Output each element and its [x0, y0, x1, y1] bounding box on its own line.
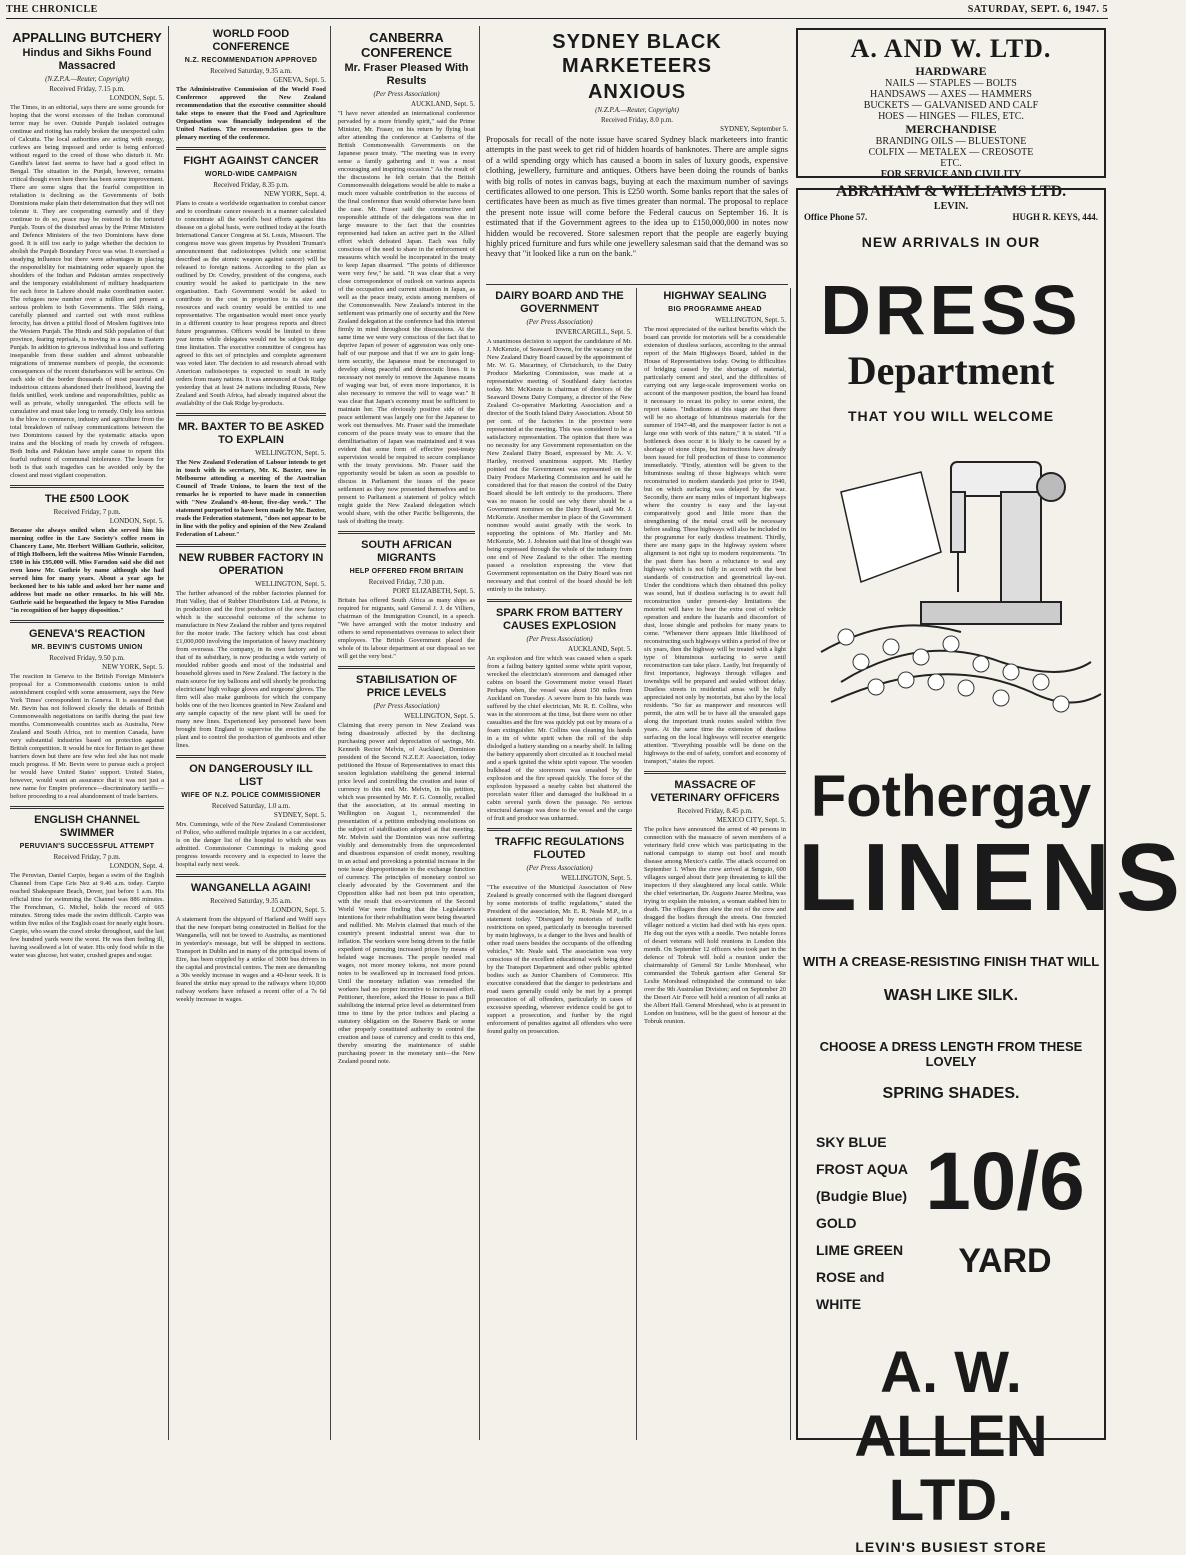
- divider: [176, 755, 326, 758]
- divider: [338, 666, 475, 669]
- headline: GENEVA'S REACTION: [28, 628, 146, 640]
- divider: [487, 828, 632, 831]
- dateline: GENEVA, Sept. 5.: [273, 76, 326, 84]
- ad-line: HOES — HINGES — FILES, ETC.: [878, 111, 1024, 122]
- article-body: The reaction in Geneva to the British Foreign Minister's proposal for a Commonwealth customs union is mild astonishment coupled with some amusement, says the New York Times' correspondent in Geneva. It is assumed that Mr. Bevin has not followed closely the details of British Commonwealth negotiations on tariffs during the past few months. Commonwealth countries such as Australia, New Zealand and South Africa, not to mention Canada, have very substantial industries based on protection against British competition. It would be nice for Britain to get these barriers down but there are few who feel she has not made much progress. If Mr. Bevin were to pursue such a project he would have United States' support. United States, however, would want an assurance that it was not just a new name for Empire preference—discriminatory tariffs—before proceeding to a real abandonment of trade barriers.: [10, 673, 164, 800]
- ad-store-tagline: LEVIN'S BUSIEST STORE: [855, 1539, 1047, 1555]
- sewing-machine-illustration: [801, 432, 1101, 732]
- masthead-date: SATURDAY, SEPT. 6, 1947. 5: [967, 4, 1108, 15]
- colour-item: LIME GREEN: [816, 1242, 904, 1258]
- received: Received Friday, 9.50 p.m.: [49, 654, 125, 662]
- received: Received Friday, 7.15 p.m.: [49, 85, 125, 93]
- article-body: An explosion and fire which was caused when a spark from a failing battery ignited some white spirit vapour, wrecked the electrician's storeroom and damaged other cabins on board the Government motor vessel Hauri Perhaps when, the vessel was about 150 miles from Auckland on Tuesday. A severe burn to his hands was suffered by the chief electrician, Mr. R. E. Collins, who was in the storeroom at the time, but there were no other casualties and the fire was quickly put out by means of a foam extinguisher. Mr. Collins was cleaning his hands in a tin of white spirit when the roll of the ship dislodged a battery standing on a nearby shelf. In falling the battery apparently short circuited as it touched metal and a spark ignited the white spirit vapour. The wooden bulkhead of the storeroom was smashed by the explosion and the fire spread quickly. The force of the explosion bypassed a nearby cabin but shattered the porcelain water filter and damaged the bulkhead in a cabin several yards down the passage. No serious structural damage was done to the vessel and the cargo of fruit and produce was unharmed.: [487, 655, 632, 822]
- masthead: [6, 4, 1108, 19]
- subheadline: HELP OFFERED FROM BRITAIN: [349, 568, 464, 575]
- article-dairy-board: [487, 290, 632, 594]
- subheadline: WORLD-WIDE CAMPAIGN: [204, 171, 298, 178]
- masthead-left: THE CHRONICLE: [6, 4, 98, 15]
- ad-tagline: FOR SERVICE AND CIVILITY: [880, 169, 1022, 180]
- subheadline: N.Z. RECOMMENDATION APPROVED: [184, 57, 318, 64]
- credit: (Per Press Association): [526, 635, 593, 643]
- article-price-levels: [338, 674, 475, 1066]
- article-world-food: [176, 28, 326, 142]
- headline: FIGHT AGAINST CANCER: [183, 155, 319, 167]
- ad-line: ETC.: [940, 158, 962, 169]
- ad-line: BRANDING OILS — BLUESTONE: [875, 136, 1027, 147]
- article-traffic-regulations: [487, 836, 632, 1036]
- article-body: A unanimous decision to support the candidature of Mr. J. McKenzie, of Seaward Downs, for the vacancy on the New Zealand Dairy Board caused by the appointment of Mr. W. G. Macartney, of Christchurch, to the Dairy Produce Marketing Commission, was made at a representative meeting of Southland dairy factories today. Mr. McKenzie is chairman of directors of the Seaward Downs Dairy Company, a director of the New Zealand Co-operative Marketing Association and a director of the South Island Dairy Association. About 50 per cent. of the factories in the province were represented at the meeting. This was considered to be a satisfactory representation. The opinion that there was no necessity for any Government representation on the New Zealand Dairy Board, expressed by Mr. A. V. Hartley, received unanimous support. Mr. Hartley pointed out the Government was represented on the Dairy Produce Marketing Commission and he said he considered that for that reason the control of the Dairy Board should be left entirely to the producers. There was no reason he could see why there should be a Government nominee on the Dairy Board, said Mr. J. McKenzie. Another member in place of the Government nominee would assist greatly with the work. In supporting the opinions of Mr. Hartley and Mr. McKenzie, Mr. J. Johnston said that line of thought was being expressed through the whole of the industry from one end of New Zealand to the other. The meeting passed a resolution expressing the view that Government representation on the Dairy Board was not necessary and that control of the board should be left entirely to the industry.: [487, 338, 632, 593]
- ad-title: A. AND W. LTD.: [850, 34, 1052, 63]
- headline: MASSACRE OF VETERINARY OFFICERS: [650, 779, 780, 804]
- ad-price: 10/6: [925, 1136, 1085, 1227]
- headline-line-2: ANXIOUS: [587, 81, 687, 103]
- ad-finish: WITH A CREASE-RESISTING FINISH THAT WILL: [802, 954, 1100, 969]
- subheadline: Hindus and Sikhs Found Massacred: [22, 47, 152, 72]
- dateline: PORT ELIZABETH, Sept. 5.: [392, 587, 475, 595]
- ad-department: Department: [847, 348, 1055, 393]
- credit: (Per Press Association): [373, 702, 440, 710]
- subheadline: Mr. Fraser Pleased With Results: [344, 62, 469, 87]
- advertisement-column: [794, 26, 1186, 1555]
- headline: APPALLING BUTCHERY: [12, 30, 162, 45]
- divider: [10, 620, 164, 623]
- ad-manager: HUGH R. KEYS, 444.: [1012, 212, 1098, 222]
- ad-line: HANDSAWS — AXES — HAMMERS: [870, 89, 1032, 100]
- column-4: [483, 288, 637, 1440]
- colour-item: WHITE: [816, 1296, 862, 1312]
- ad-spring: SPRING SHADES.: [882, 1085, 1020, 1102]
- ad-company: ABRAHAM & WILLIAMS LTD.: [835, 183, 1067, 200]
- dateline: WELLINGTON, Sept. 5.: [255, 580, 326, 588]
- subheadline: WIFE OF N.Z. POLICE COMMISSIONER: [181, 792, 321, 799]
- ad-line: BUCKETS — GALVANISED AND CALF: [863, 100, 1039, 111]
- article-appalling-butchery: [10, 30, 164, 480]
- ad-new-arrivals: NEW ARRIVALS IN OUR: [861, 234, 1041, 250]
- dateline: NEW YORK, Sept. 5.: [102, 663, 164, 671]
- headline: SOUTH AFRICAN MIGRANTS: [361, 539, 452, 564]
- column-2: [172, 26, 331, 1440]
- dateline: SYDNEY, Sept. 5.: [273, 811, 326, 819]
- dateline: LONDON, Sept. 5.: [109, 517, 164, 525]
- ad-subtitle-hardware: HARDWARE: [915, 64, 987, 78]
- received: Received Saturday, 9.35 a.m.: [210, 897, 292, 905]
- colour-item: (Budgie Blue): [816, 1188, 907, 1204]
- column-1: [6, 26, 169, 1440]
- ad-wash: WASH LIKE SILK.: [883, 987, 1019, 1004]
- dateline: WELLINGTON, Sept. 5.: [715, 316, 786, 324]
- received: Received Friday, 7.30 p.m.: [368, 578, 445, 586]
- ad-fothergay: Fothergay: [810, 764, 1092, 829]
- article-sydney-black-marketeers: [486, 26, 788, 285]
- received: Received Friday, 7 p.m.: [53, 508, 121, 516]
- article-body: The Times, in an editorial, says there are some grounds for hoping that the worst excesses of the Indian communal terror may be over. Outside Punjab isolated outrages continue and rioting has rudely broken the unexpected calm of Calcutta. The local authorities are acting with energy, curfews are being imposed and order is being enforced without regard to the creed of those who disturb it. Mr. Gandhi's latest fast seems to have had a good effect in Bengal. The situation in the Punjab, however, remains critical though even here there has been some improvement. There are some signs that the fearful competition in retaliation is declining as the Governments of both Dominions make plain their determination that they will not tolerate it. They are cooperating earnestly and if they continue to do so, peace may be restored to the tortured Punjab. Tours of the disturbed areas by the Prime Ministers and Defence Ministers of the two Dominions have done good. It is still too early to judge whether the decision to abolish the Punjab Boundary Force was wise. It exercised a steadying influence but there were advantages in placing the responsibility for maintaining order squarely upon the shoulders of the Indian and Pakistan armies respectively and the temporary establishment of military headquarters for each force in Lahore should make coordination easier. The refugees now number over a million and present a serious problem to both Governments. The Sikh rising, carefully planned and carried out with most ruthless ferocity, has driven a pitiful flood of Moslem fugitives into the Western Punjab. The Hindu and Sikh population of that province, fearing reprisals, is moving in a mass to Eastern Punjab. In addition to grievous individual loss and suffering inseparable from these sudden and almost unbearable migrations of immense numbers of people, the economic consequences of the recent disturbances will be serious. On each side of the border thousands of most peaceful and industrious citizens abandoned their livelihood, leaving the fields untilled, work undone and responsibilities, public as well as private, wholly unregarded. The effects will be cumulative and must take long to remedy. Only less serious is the blow to commerce, industry and agriculture from the total breakdown of railway communications between the two Dominions caused by the systematic attacks upon trains and the blocking of roads by crowds of refugees. Both India and Pakistan have ample cause to repent this fearful outburst of communal intolerance. The lesson for both is that such tragedies can be avoided only by the closest and most vigilant cooperation.: [10, 104, 164, 479]
- article-500-look: [10, 493, 164, 615]
- article-spark-explosion: [487, 607, 632, 823]
- article-body: The most appreciated of the earliest benefits which the board can provide for motorists will be a considerable extension of dustless surfaces, according to the annual report of the Main Highways Board, tabled in the House of Representatives today. Owing to difficulties of bridging caused by the shortage of material, particularly cement and steel, and the difficulties of carrying out any large-scale improvement works on account of the manpower position, the board has found it necessary to recast its policy to some extent, the report states. "Indications at this stage are that there will be no shortage of bituminous materials for the summer of 1947-48, and the manpower factor is not a large one with work of this nature," it is stated. "If a bottleneck does occur it is likely to be caused by a shortage of stone chips, but instructions have already been issued for full production of these to commence immediately. "Firstly, attention will be given to the bituminous sealing of those highways which were reconstructed to modern standards just prior to 1940, but on which surfacing was delayed by the war. Secondly, there are many miles of important highways where the country is easy and the lay-out comparatively good and little more than the strengthening of the metal crust will be necessary before sealing. These highways will also be included in the programme for early dustless treatment. Thirdly, there are many gaps in the highway system where alignment is not right up to modern requirements. "In the past there has been a reluctance to seal any highway which is not fully in accord with the best standards of construction and geometrical lay-out. Under the conditions which then obtained this policy was sound, but if dustless surfacing is to await full reconstruction under present-day limitations the motorist will have to bear the extra cost of vehicle operation and endure the hazards and discomfort of dust, loose shingle and potholes for many years to come. "Whenever there appears little likelihood of reconstructing such highways within a period of five or six years, then the highway will be treated with a light type of bituminous surfacing to serve until reconstruction can take place. Lastly, but frequently of first importance, highways through villages and townships will be prepared and sealed without delay. Dustless streets in residential areas will be fully appreciated not only by motorists, but also by the local residents. "So far as manpower and resources will permit, the aim will be to have all the unsealed gaps along the important trunk routes sealed within five years. At the same time the extension of dustless surfacing on the local highways will receive energetic attention. "Everything possible will be done on the highways to the end of safety, comfort and economy of transport," states the report.: [644, 326, 786, 765]
- dateline: AUCKLAND, Sept. 5.: [411, 100, 475, 108]
- ad-phone: Office Phone 57.: [804, 212, 868, 222]
- column-3: [334, 26, 480, 1440]
- dateline: LONDON, Sept. 5.: [271, 906, 326, 914]
- dateline: LONDON, Sept. 4.: [109, 862, 164, 870]
- headline: TRAFFIC REGULATIONS FLOUTED: [494, 836, 625, 861]
- headline: DAIRY BOARD AND THE GOVERNMENT: [495, 290, 624, 315]
- ad-linens: LINENS: [798, 824, 1186, 931]
- headline: STABILISATION OF PRICE LEVELS: [355, 674, 458, 699]
- ad-yard: YARD: [958, 1242, 1052, 1280]
- article-body: Plans to create a worldwide organisation to combat cancer and to coordinate cancer research in a manner calculated to concentrate all the world's best efforts against this disease on a global basis, were outlined today at the fourth International Cancer Congress at St. Louis, Missouri. The congress move was given impetus by President Truman's announcement that radioisotopes (which one scientist described as the atomic weapon against cancer) will be released to foreign nations. According to the plan as outlined by Dr. Cowdry, president of the congress, each country would be asked to participate in the new organisation. Each Government would be asked to contribute to the cost in proportion to its size and resources and each country would be entitled to one representative. The organisation would meet once yearly in a different country to hear progress reports and direct future programmes. Officers would be limited to three year terms while delegates would not be subject to any time limitation. The executive committee of congress has agreed to this set of principles and complete agreement was voted later. The decision to aid research abroad with American radioisotopes is expected to result in early orders from many nations. It was announced at Oak Ridge yesterday that at least 24 nations including Russia, New Zealand and South Africa, had already inquired about the availability of the Oak Ridge by-products.: [176, 200, 326, 407]
- article-sa-migrants: [338, 539, 475, 661]
- article-body: Mrs. Cummings, wife of the New Zealand Commissioner of Police, who suffered multiple injuries in a car accident, is on the danger list of the hospital to which she was admitted. Commissioner Cummings is making good progress towards recovery and is expected to leave the hospital early next week.: [176, 821, 326, 868]
- article-dangerously-ill: [176, 763, 326, 869]
- headline: CANBERRA CONFERENCE: [360, 30, 452, 60]
- headline: SPARK FROM BATTERY CAUSES EXPLOSION: [496, 607, 623, 632]
- credit: (N.Z.P.A.—Reuter, Copyright): [595, 106, 679, 114]
- headline: WORLD FOOD CONFERENCE: [212, 28, 290, 53]
- credit: (N.Z.P.A.—Reuter, Copyright): [45, 75, 129, 83]
- dateline: WELLINGTON, Sept. 5.: [404, 712, 475, 720]
- ad-line: NAILS — STAPLES — BOLTS: [885, 78, 1017, 89]
- divider: [176, 544, 326, 547]
- subheadline: PERUVIAN'S SUCCESSFUL ATTEMPT: [19, 843, 155, 850]
- article-body: The New Zealand Federation of Labour intends to get in touch with its secretary, Mr. K. Baxter, now in Melbourne attending a meeting of the Australian Council of Trade Unions, to learn the text of the remarks he is reported to have made in connection with "New Zealand's 40-hour, five-day week." The statement purported to have been made by Mr. Baxter, reads the Federation statement, "does not appear to be in line with the policy and opinion of the New Zealand Federation of Labour.": [176, 459, 326, 538]
- dateline: AUCKLAND, Sept. 5.: [568, 645, 632, 653]
- article-body: Britain has offered South Africa as many ships as required for migrants, said General J. J. de Villiers, chairman of the Immigration Council, in a speech. "We have arranged with the motor industry and others to send representatives overseas to select their employees. The British Government placed the whole of its labour department at our disposal so we will get the very best.": [338, 597, 475, 660]
- colour-item: GOLD: [816, 1215, 857, 1231]
- dateline: MEXICO CITY, Sept. 5.: [716, 816, 786, 824]
- article-wanganella: [176, 882, 326, 1004]
- article-veterinary-massacre: [644, 779, 786, 1026]
- received: Received Friday, 8.45 p.m.: [677, 807, 753, 815]
- article-body: The further advanced of the rubber factories planned for Hutt Valley, that of Rubber Distributors Ltd. at Petone, is in production and the first production of the new factory which is the successful outcome of the scheme to manufacture in New Zealand the rubber and tyres required for the motor trade. The factory which has cost about £1,000,000 involving the importation of heavy machinery from overseas. The company, in its own factory and in that of its subsidiary, is now producing a wide variety of moulded rubber goods and most of the industrial and household gloves used in New Zealand. The factory is the main source for toy balloons and will shortly be producing electricians' high voltage gloves and surgeons' gloves. The firm will also make gumboots for which the company holds one of the two licences granted in New Zealand and any sample capacity of the new plant will be used for many new lines. Experienced key personnel have been brought from England to supervise the erection of the plant and to control the production of gumboots and other lines.: [176, 590, 326, 749]
- headline: THE £500 LOOK: [44, 493, 130, 505]
- ad-welcome: THAT YOU WILL WELCOME: [847, 408, 1055, 424]
- article-body: The Administrative Commission of the World Food Conference approved the New Zealand recommendation that the executive committee should take steps to ensure that the Food and Agriculture Organisation was financially independent of the United Nations. The recommendation goes to the plenary meeting of the conference.: [176, 86, 326, 141]
- colour-item: SKY BLUE: [816, 1134, 887, 1150]
- dateline: WELLINGTON, Sept. 5.: [255, 449, 326, 457]
- received: Received Friday, 7 p.m.: [53, 853, 121, 861]
- divider: [176, 147, 326, 150]
- ad-dress: DRESS: [820, 271, 1082, 349]
- headline: HIGHWAY SEALING: [663, 290, 767, 302]
- article-rubber-factory: [176, 552, 326, 750]
- article-cancer: [176, 155, 326, 408]
- received: Received Friday, 8.35 p.m.: [213, 181, 289, 189]
- divider: [10, 485, 164, 488]
- article-body: Proposals for recall of the note issue have scared Sydney black marketeers into frantic attempts in the past week to get rid of hidden hoards of banknotes. There are ample signs of a wild spending orgy which has caused a boom in sales of luxury goods, expensive clothing, jewellery, furniture and antiques. Others have been doing the rounds of banks with big rolls of notes in canvas bags, buying at each the maximum number of savings certificates allowed to one person. This is £250 worth. Some banks report that the sales of certificates have been as much as five times greater than normal. The proposal to replace the present note issue will come before the Federal caucus on September 16. It is estimated that if the Government agrees to the idea up to £150,000,000 in notes now hidden would be recovered. Store salesmen report that the people are eagerly buying highly priced furniture and furs while one jewellery salesman said that the demand was so heavy that "it looked like a run on the bank.": [486, 135, 788, 259]
- dateline: SYDNEY, September 5.: [720, 125, 788, 133]
- article-highway-sealing: [644, 290, 786, 766]
- hardware-advertisement: [796, 28, 1106, 222]
- dateline: WELLINGTON, Sept. 5.: [561, 874, 632, 882]
- received: Received Saturday, 1.0 a.m.: [211, 802, 291, 810]
- ad-choose: CHOOSE A DRESS LENGTH FROM THESE LOVELY: [819, 1039, 1083, 1069]
- article-canberra: [338, 30, 475, 526]
- credit: (Per Press Association): [526, 864, 593, 872]
- headline: MR. BAXTER TO BE ASKED TO EXPLAIN: [177, 421, 325, 446]
- article-body: The Peruvian, Daniel Carpio, began a swim of the English Channel from Cape Gris Nez at 9.46 a.m. today. Carpio reached Shakespeare Beach, Dover, just before 1 a.m. His official time for swimming the Channel was 886 minutes. The Frenchman, G. Michel, holds the record of 665 minutes. Strong tides made the swim difficult. Carpio was within five miles of the English coast for nearly eight hours. Carpio, who swam the crawl stroke throughout, said the last few hundred yards were the worst. He was then feeling ill, having swallowed a lot of water. His only food while in the water was glucose, hot water, crushed grapes and sugar.: [10, 872, 164, 959]
- subheadline: MR. BEVIN'S CUSTOMS UNION: [31, 644, 143, 651]
- ad-shades-block: [798, 1129, 1104, 1329]
- headline: ON DANGEROUSLY ILL LIST: [189, 763, 313, 788]
- headline: WANGANELLA AGAIN!: [190, 882, 312, 894]
- article-body: Because she always smiled when she served him his morning coffee in the Law Society's coffee room in Chancery Lane, Mr. Herbert William Guthrie, solicitor, of High Holborn, left the waitress Miss Winnie Farndon, £500 in his £95,000 will. Miss Farndon said she did not even know Mr. Guthrie by name although she had served him for many years. About a year ago he beckoned her to his table and asked her her name and address but made no other remarks. In his will Mr. Guthrie said he bequeathed the legacy to Miss Farndon "in recognition of her happy disposition.": [10, 527, 164, 614]
- article-body: Claiming that every person in New Zealand was being disastrously affected by the declining purchasing power and depreciation of savings, Mr. Kenneth Rector Melvin, of Auckland, Dominion president of the Second N.Z.E.F. Association, today petitioned the House of Representatives to enact this session legislation stabilising the general internal price level and controlling the creation and issue of currency to this end. Mr. Melvin, in his petition, which was presented by Mr. F. G. Connolly, recalled that the association, at its annual meeting in Wellington on August 1, recommended the presentation of a petition embodying resolutions on the subject of stabilisation adopted at that meeting. Mr. Melvin said the Dominion was now suffering visibly and demonstrably from the unprecedented and disastrous expansion of credit money, resulting in an actual and provoking a potential increase in the note issue disproportionate to the exchange function of currency. The principles of monetary control so clearly advocated by the Government and the Opposition alike had not been put into operation, with the result that ex-servicemen of the Second World War were finding that the Legislature's intentions for their rehabilitation were being thwarted and nullified. Mr. Melvin claimed that much of the country's present industrial unrest was due to inflation. The workers were being driven to the futile expedient of pursuing increased prices by means of belated wage increases. The people needed real wages, not more money tokens, not more pound notes to be swallowed up in increased food prices. Until the monetary inflation was remedied the workers had no proper incentive to increased effort. Petitioner, therefore, asked the House to pass a Bill stabilising the internal price level as determined from time to time by the price indices and placing a statutory obligation on the Reserve Bank or some other properly constituted authority to control the creation and issue of currency and credit to this end, thereby ensuring the maintenance of stable purchasing power in the monetary unit—the New Zealand pound note.: [338, 722, 475, 1065]
- divider: [487, 599, 632, 602]
- divider: [176, 874, 326, 877]
- ad-colour-list: [816, 1129, 908, 1318]
- divider: [644, 771, 786, 774]
- subheadline: BIG PROGRAMME AHEAD: [668, 306, 762, 313]
- headline: NEW RUBBER FACTORY IN OPERATION: [178, 552, 324, 577]
- divider: [338, 531, 475, 534]
- article-body: A statement from the shipyard of Harland and Wolff says that the new forepart being constructed in Belfast for the Wanganella, will not be towed to Australia, as mentioned in yesterday's message, but will be shipped in sections. Transport in Dublin and in many of the principal towns of Eire, has been crippled by a strike of 3000 bus drivers in the capital and provincial centres. The men are demanding a 30s weekly increase in wages and a 40-hour week. It is feared the strike may spread to the railways where 10,000 railway workers have refused a recent offer of a 7s 6d weekly increase in wages.: [176, 916, 326, 1003]
- article-geneva-reaction: [10, 628, 164, 801]
- colour-item: ROSE and: [816, 1269, 885, 1285]
- received: Received Saturday, 9.35 a.m.: [210, 67, 292, 75]
- article-baxter: [176, 421, 326, 539]
- article-body: The police have announced the arrest of 40 persons in connection with the massacre of seven members of a veterinary field crew which was participating in the national campaign to stamp out hoof and mouth disease among Mexico's cattle. The attack occurred on September 1. When the crew arrived at Senguio, 600 villagers surged about their jeep threatening to kill the inspectors if they slaughtered any local cattle. While the chief veterinarian, Dr. Augusto Juarez Medina, was trying to explain the mission, a woman stabbed him to death. The villagers then slew the rest of the crew and dragged the bodies through the streets. One frenzied villager noticed a victim had died with his eyes open. He dug out the eyes with a needle. Two notable forces of desert veterans will hold reunions in London this month. On September 12 officers who took part in the defence of Tobruk will hold a reunion under the chairmanship of General Sir Leslie Morshead, who commanded the Tobruk garrison after General Sir Leslie Morshead relinquished the command to take over the 9th Australian Division; and on September 20 the Desert Air Force will hold a reunion of all ranks at the Albert Hall. General Morshead, who is at present in London on business, will be the guest of honour at the Tobruk reunion.: [644, 826, 786, 1025]
- divider: [176, 413, 326, 416]
- divider: [10, 806, 164, 809]
- article-body: "I have never attended an international conference pervaded by a more friendly spirit," said the Prime Minister, Mr. Fraser, on his return by flying boat after attending the conference at Canberra of the British Commonwealth Governments on the Japanese peace treaty. "The meeting was in every sense a family gathering and it was a most encouraging and inspiring occasion." As the result of the discussions he felt certain that the British Commonwealth delegations would be able to make a much more valuable contribution to the success of the final conference than would otherwise have been the case. Mr. Fraser said the constructive and responsible attitude of the delegations was due in large measure to the fact that the countries represented had taken an active part in the Allied effort which defeated Japan. Each was fully conscious of the need to share in the enforcement of measures which would be incorporated in the treaty to keep Japan disarmed. "The points of difference were very few," he said. "It was clear that a very close correspondence of outlook on various aspects of the occupation and current situation in Japan, as well as the peace treaty, exists among members of the Commonwealth. New Zealand's interest in the settlement was primarily one of security and the New Zealand delegation at the conference had this interest firmly in mind throughout the discussions. At the same time we were very conscious of the fact that to deprive Japan of power of aggression was only one-half of our purpose and that if we are to gain long-term security, the Japanese must be encouraged to develop along peaceful and democratic lines. It is necessary not merely to remove the Japanese means of waging war but, of even more importance, it is also necessary to remove the will to wage war." It was clear that Japan's economy must be sufficient to maintain her. The obviously positive side of the peace settlement was largely one for the Japanese to work out themselves. Mr. Fraser said the immediate concern of the peace treaty was to ensure that the demilitarisation of Japan was maintained and it was evident that some form of effective post-treaty supervision would be required to secure compliance with the treaty provisions. Mr. Fraser said the opportunity would be taken as soon as possible to discuss in Parliament the issues of the peace settlement as they now presented themselves and to present to Parliament a statement of policy which might guide the New Zealand delegation which would share, with the other Pacific belligerents, the task of drafting the treaty.: [338, 110, 475, 525]
- ad-store-name: A. W. ALLEN LTD.: [854, 1340, 1048, 1533]
- dateline: LONDON, Sept. 5.: [109, 94, 164, 102]
- dress-advertisement: [796, 188, 1186, 1555]
- headline: ENGLISH CHANNEL SWIMMER: [34, 814, 140, 839]
- colour-item: FROST AQUA: [816, 1161, 909, 1177]
- credit: (Per Press Association): [373, 90, 440, 98]
- ad-line: COLFIX — METALEX — CREOSOTE: [868, 147, 1034, 158]
- received: Received Friday, 8.0 p.m.: [600, 116, 674, 124]
- dateline: NEW YORK, Sept. 4.: [264, 190, 326, 198]
- ad-subtitle-merchandise: MERCHANDISE: [905, 122, 997, 136]
- column-5: [640, 288, 791, 1440]
- article-body: "The executive of the Municipal Association of New Zealand is greatly concerned with the flagrant disregard by some motorists of traffic regulations," stated the President of the association, Mr. E. R. Neale M.P., in a statement today. "Disregard by motorists of traffic restrictions on speed, particularly in boroughs traversed by main highways, is a danger to the lives and health of other road users besides the occupants of the offending vehicles," Mr. Neale said. The association was very conscious of the excellent educational work being done by the Transport Department and other public spirited bodies such as Junior Chambers of Commerce. His executive considered that the danger to pedestrians and road users generally could only be met by a prompt prosecution of all offenders, particularly in cases of excessive speeding, wherever evidence could be got to support a prosecution, and further by the rigid enforcement of penalties against all offenders who were found guilty on prosecution.: [487, 884, 632, 1035]
- headline: SYDNEY BLACK MARKETEERS: [552, 31, 722, 77]
- article-channel-swimmer: [10, 814, 164, 960]
- credit: (Per Press Association): [526, 318, 593, 326]
- dateline: INVERCARGILL, Sept. 5.: [555, 328, 632, 336]
- ad-town: LEVIN.: [933, 201, 969, 212]
